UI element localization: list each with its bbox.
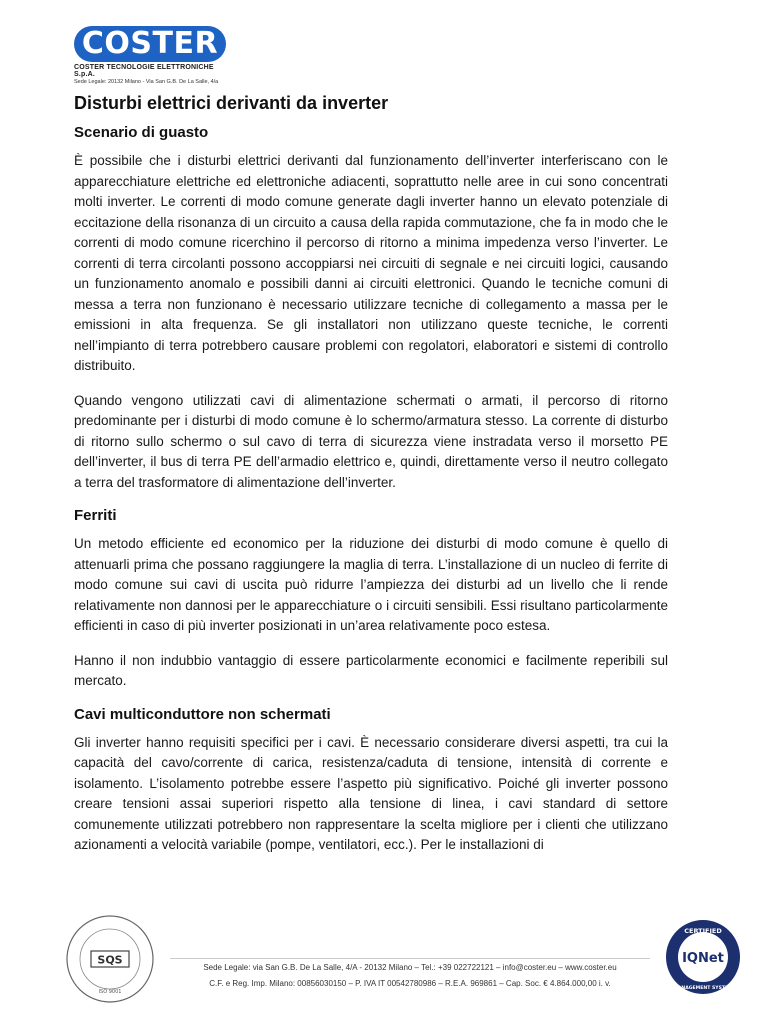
sqs-seal-label: SQS: [97, 953, 123, 967]
paragraph: Gli inverter hanno requisiti specifici per i cavi. È necessario considerare diversi aspetti, tra cui la capacità del cavo/corrente di carica, resistenza/caduta di tensione, intensità di corrente e isolamento. L’isolamento potrebbe essere l’aspetto più significativo. Poiché gli inverter possono creare tensioni assai superiori rispetto alla tensione di linea, i cavi standard di settore comunemente utilizzati potrebbero non rappresentare la scelta migliore per i clienti che utilizzano azionamenti a velocità variabile (pompe, ventilatori, ecc.). Per le installazioni di: [74, 734, 668, 852]
logo-company-name: COSTER TECNOLOGIE ELETTRONICHE S.p.A.: [74, 64, 214, 78]
logo-badge: [74, 26, 226, 62]
logo-company-address: Sede Legale: 20132 Milano - Via San G.B. De La Salle, 4/a: [74, 79, 219, 85]
paragraph: Hanno il non indubbio vantaggio di essere particolarmente economici e facilmente reperibili sul mercato.: [74, 652, 668, 688]
iqnet-seal-label: IQNet: [682, 951, 724, 966]
footer-legal-info: [170, 960, 650, 992]
iqnet-seal-icon: [664, 918, 742, 996]
document-title: Disturbi elettrici derivanti da inverter: [74, 93, 389, 113]
section-heading: Cavi multiconduttore non schermati: [74, 705, 331, 723]
footer-line-registration: C.F. e Reg. Imp. Milano: 00856030150 – P. IVA IT 00542780986 – R.E.A. 969861 – Cap. Soc. € 4.864.000,00 i. v.: [209, 979, 611, 988]
footer-line-address: Sede Legale: via San G.B. De La Salle, 4/A - 20132 Milano – Tel.: +39 022722121 – info@coster.eu – www.coster.eu: [203, 963, 617, 972]
document-body: [74, 93, 668, 870]
paragraph: Quando vengono utilizzati cavi di alimentazione schermati o armati, il percorso di ritorno predominante per i disturbi di modo comune è lo schermo/armatura stesso. La corrente di disturbo di ritorno sullo schermo o sul cavo di terra di sicurezza viene instradata verso il morsetto PE dell’inverter, il bus di terra PE dell’armadio elettrico e, quindi, direttamente verso il neutro collegato a terra del trasformatore di alimentazione dell’inverter.: [74, 392, 668, 490]
paragraph: È possibile che i disturbi elettrici derivanti dal funzionamento dell’inverter interferiscano con le apparecchiature elettriche ed elettroniche adiacenti, soprattutto nelle aree in cui sono concentrati molti inverter. Le correnti di modo comune generate dagli inverter hanno un elevato potenziale di eccitazione della risonanza di un circuito a causa della rapida commutazione, che fa in modo che le correnti di modo comune ricerchino il percorso di ritorno a minima impedenza verso l’inverter. Le correnti di terra circolanti possono accoppiarsi nei circuiti di segnale e nei circuiti logici, causando un funzionamento anomalo e possibili danni ai circuiti elettronici. Quando le tecniche comuni di messa a terra non funzionano è necessario utilizzare tecniche di collegamento a massa per le emissioni in alta frequenza. Se gli installatori non utilizzano queste tecniche, le correnti nell’impianto di terra potrebbero causare problemi con regolatori, elaboratori e sistemi di controllo distribuito.: [74, 153, 668, 373]
section-heading: Scenario di guasto: [74, 124, 209, 141]
section-heading: Ferriti: [74, 507, 117, 524]
footer-divider: [170, 958, 650, 959]
sqs-seal-icon: [64, 913, 156, 1005]
iqnet-top-label: CERTIFIED: [684, 927, 722, 935]
iqnet-bottom-label: MANAGEMENT SYSTEM: [673, 986, 733, 991]
sqs-certification-seal: [64, 913, 156, 1010]
paragraph: Un metodo efficiente ed economico per la riduzione dei disturbi di modo comune è quello di attenuarli prima che possano raggiungere la maglia di terra. L’installazione di un nucleo di ferrite di modo comune sui cavi di uscita può ridurre l’ampiezza dei disturbi ad un livello che li rende relativamente non dannosi per le apparecchiature o i circuiti sensibili. Essi risultano particolarmente efficienti in caso di più inverter posizionati in un’area relativamente poco estesa.: [74, 536, 668, 633]
logo-wordmark: COSTER: [81, 26, 219, 61]
sqs-iso-label: ISO 9001: [98, 989, 122, 995]
company-logo: [74, 26, 234, 85]
iqnet-certification-seal: [664, 918, 742, 1001]
